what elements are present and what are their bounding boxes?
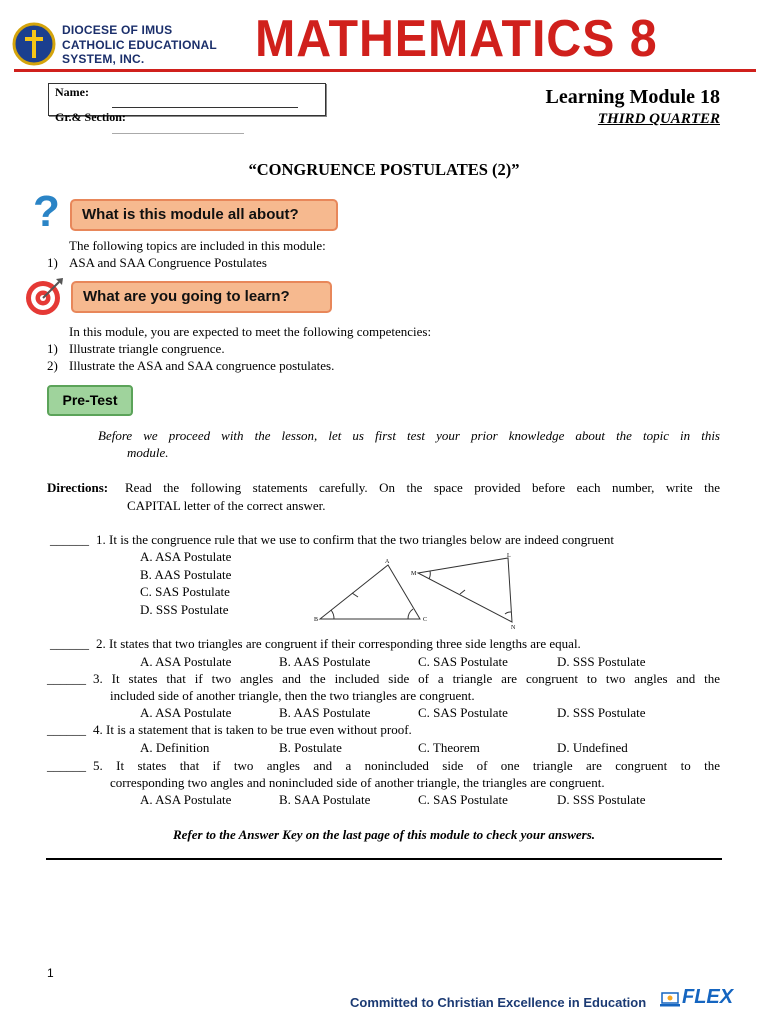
vertex-label-c: C [423, 617, 428, 623]
question-mark-icon: ? [33, 187, 60, 236]
module-label: Learning Module 18 [545, 86, 720, 108]
choice-5b: B. SAA Postulate [279, 792, 371, 807]
competency-item: Illustrate triangle congruence. [69, 341, 225, 356]
competency-number: 1) [47, 341, 58, 356]
org-line-3: SYSTEM, INC. [62, 52, 145, 66]
topic-number: 1) [47, 255, 58, 270]
vertex-label-m: M [411, 571, 417, 577]
about-intro: The following topics are included in this module: [69, 238, 326, 253]
choice-5d: D. SSS Postulate [557, 792, 646, 807]
vertex-label-b: B [314, 617, 319, 623]
congruent-triangles-figure [312, 552, 528, 630]
module-title: “CONGRUENCE POSTULATES (2)” [248, 160, 520, 179]
triangle-abc [320, 565, 420, 619]
question-1: 1. It is the congruence rule that we use to confirm that the two triangles below are indeed congruent [96, 532, 615, 547]
choice-5a: A. ASA Postulate [140, 792, 232, 807]
choice-5c: C. SAS Postulate [418, 792, 508, 807]
name-label: Name: [55, 85, 89, 99]
pretest-intro-line-1: Before we proceed with the lesson, let us first test your prior knowledge about the topic in this [98, 428, 720, 443]
answer-blank[interactable]: ______ [47, 671, 86, 686]
choice-1d: D. SSS Postulate [140, 601, 229, 617]
org-line-1: DIOCESE OF IMUS [62, 23, 173, 37]
section-label: Gr.& Section: [55, 110, 126, 124]
triangle-mln [418, 558, 512, 622]
competency-number: 2) [47, 358, 58, 373]
choice-1b: B. AAS Postulate [140, 566, 232, 582]
vertex-label-a: A [385, 559, 390, 565]
footer-tagline: Committed to Christian Excellence in Education [350, 995, 647, 1010]
choice-2b: B. AAS Postulate [279, 654, 371, 669]
answer-blank[interactable]: ______ [47, 722, 86, 737]
learn-heading: What are you going to learn? [71, 281, 332, 313]
header-divider [14, 69, 756, 72]
footer-divider [46, 858, 722, 860]
choice-3b: B. AAS Postulate [279, 705, 371, 720]
question-5-line-2: corresponding two angles and nonincluded side of another triangle, the triangles are congruent. [110, 775, 605, 790]
section-field[interactable] [112, 133, 244, 134]
diocese-seal-icon [12, 22, 56, 66]
directions-line-1: Read the following statements carefully. On the space provided before each number, write the [125, 480, 720, 495]
name-field[interactable] [112, 107, 298, 108]
question-5-line-1: 5. It states that if two angles and a nonincluded side of one triangle are congruent to the [93, 758, 720, 773]
question-3-line-1: 3. It states that if two angles and the included side of a triangle are congruent to two angles and the [93, 671, 720, 686]
choice-3a: A. ASA Postulate [140, 705, 232, 720]
choice-2d: D. SSS Postulate [557, 654, 646, 669]
answer-key-note: Refer to the Answer Key on the last page of this module to check your answers. [172, 827, 596, 842]
choice-1a: A. ASA Postulate [140, 549, 232, 564]
choice-4a: A. Definition [140, 740, 210, 755]
question-2: 2. It states that two triangles are congruent if their corresponding three side lengths are equal. [96, 636, 581, 651]
org-line-2: CATHOLIC EDUCATIONAL [62, 37, 217, 52]
vertex-label-l: L [507, 553, 511, 559]
answer-blank[interactable]: ______ [50, 636, 89, 651]
about-heading: What is this module all about? [70, 199, 338, 231]
choice-4c: C. Theorem [418, 740, 480, 755]
choice-4b: B. Postulate [279, 740, 342, 755]
learn-intro: In this module, you are expected to meet the following competencies: [69, 324, 432, 339]
answer-blank[interactable]: ______ [50, 532, 89, 547]
choice-3d: D. SSS Postulate [557, 705, 646, 720]
page-number: 1 [47, 966, 54, 980]
pretest-badge: Pre-Test [47, 385, 133, 416]
competency-item: Illustrate the ASA and SAA congruence postulates. [69, 358, 335, 373]
quarter-label: THIRD QUARTER [597, 111, 720, 127]
choice-1c: C. SAS Postulate [140, 584, 230, 599]
choice-2a: A. ASA Postulate [140, 654, 232, 669]
subject-title: MATHEMATICS 8 [255, 10, 658, 68]
pretest-intro-line-2: module. [127, 445, 169, 460]
topic-item: ASA and SAA Congruence Postulates [69, 255, 267, 270]
flex-logo: FLEX [682, 986, 734, 1008]
choice-3c: C. SAS Postulate [418, 705, 508, 720]
laptop-icon [660, 992, 680, 1008]
vertex-label-n: N [511, 625, 516, 630]
choice-4d: D. Undefined [557, 740, 628, 755]
directions-label: Directions: [47, 480, 109, 495]
choice-2c: C. SAS Postulate [418, 654, 508, 669]
question-4: 4. It is a statement that is taken to be true even without proof. [93, 722, 412, 737]
diocese-name [62, 23, 217, 67]
directions-line-2: CAPITAL letter of the correct answer. [127, 498, 326, 513]
question-3-line-2: included side of another triangle, then the two triangles are congruent. [110, 688, 475, 703]
answer-blank[interactable]: ______ [47, 758, 86, 773]
target-icon [23, 276, 65, 318]
